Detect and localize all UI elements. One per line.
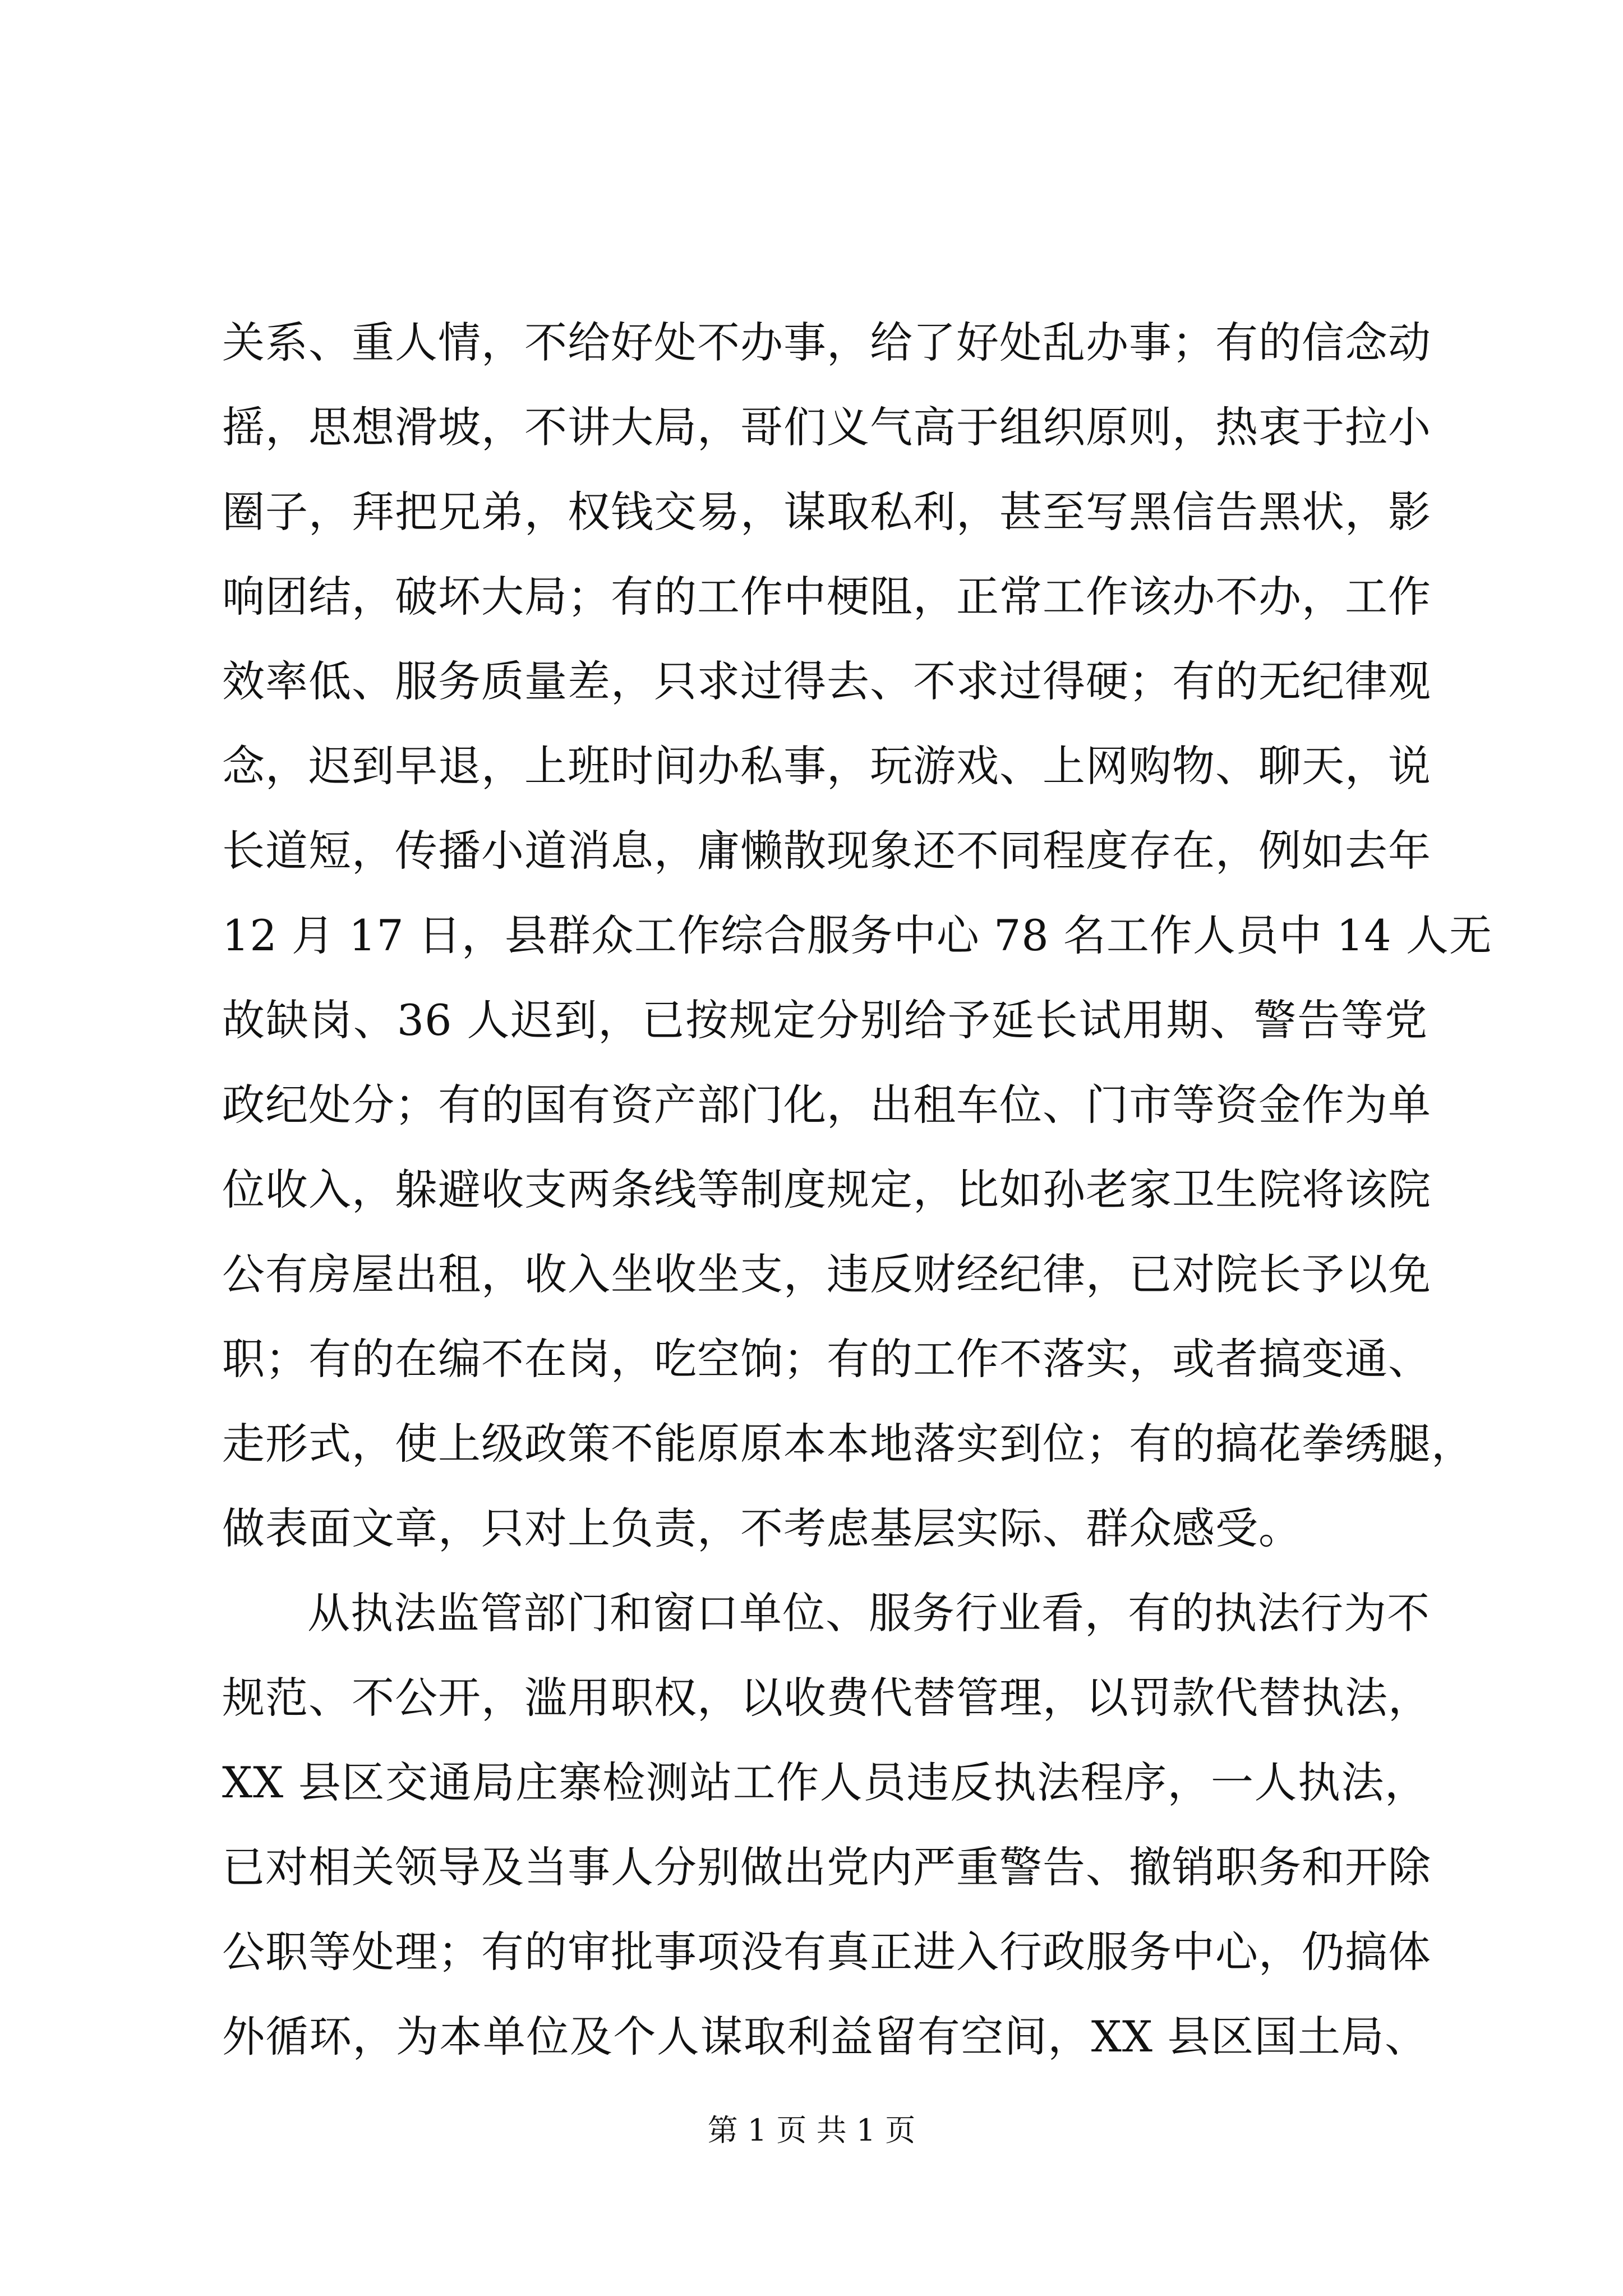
text-line-20: 公职等处理；有的审批事项没有真正进入行政服务中心，仍搞体 [222, 1927, 1431, 1977]
page-footer: 第 1 页 共 1 页 [707, 2113, 916, 2148]
text-line-10: 政纪处分；有的国有资产部门化，出租车位、门市等资金作为单 [222, 1080, 1431, 1130]
text-line-21: 外循环，为本单位及个人谋取利益留有空间，XX 县区国土局、 [222, 2012, 1428, 2062]
text-line-3: 圈子，拜把兄弟，权钱交易，谋取私利，甚至写黑信告黑状，影 [222, 487, 1431, 537]
text-line-7: 长道短，传播小道消息，庸懒散现象还不同程度存在，例如去年 [222, 826, 1431, 876]
text-line-16: 从执法监管部门和窗口单位、服务行业看，有的执法行为不 [307, 1588, 1430, 1638]
text-line-11: 位收入，躲避收支两条线等制度规定，比如孙老家卫生院将该院 [222, 1165, 1431, 1214]
text-line-18: XX 县区交通局庄寨检测站工作人员违反执法程序，一人执法， [222, 1757, 1428, 1807]
text-line-13: 职；有的在编不在岗，吃空饷；有的工作不落实，或者搞变通、 [222, 1334, 1431, 1384]
text-line-6: 念，迟到早退，上班时间办私事，玩游戏、上网购物、聊天，说 [222, 741, 1431, 791]
text-line-4: 响团结，破坏大局；有的工作中梗阻，正常工作该办不办，工作 [222, 572, 1431, 622]
text-line-17: 规范、不公开，滥用职权，以收费代替管理，以罚款代替执法， [222, 1673, 1431, 1723]
text-line-9: 故缺岗、36 人迟到，已按规定分别给予延长试用期、警告等党 [222, 995, 1428, 1045]
text-line-2: 摇，思想滑坡，不讲大局，哥们义气高于组织原则，热衷于拉小 [222, 402, 1431, 452]
text-line-15: 做表面文章，只对上负责，不考虑基层实际、群众感受。 [222, 1503, 1302, 1553]
text-line-5: 效率低、服务质量差，只求过得去、不求过得硬；有的无纪律观 [222, 656, 1431, 706]
text-line-8: 12 月 17 日，县群众工作综合服务中心 78 名工作人员中 14 人无 [222, 910, 1492, 960]
text-line-1: 关系、重人情，不给好处不办事，给了好处乱办事；有的信念动 [222, 318, 1431, 367]
text-line-12: 公有房屋出租，收入坐收坐支，违反财经纪律，已对院长予以免 [222, 1249, 1431, 1299]
text-line-14: 走形式，使上级政策不能原原本本地落实到位；有的搞花拳绣腿， [222, 1419, 1474, 1469]
document-body [222, 300, 1492, 2079]
text-line-19: 已对相关领导及当事人分别做出党内严重警告、撤销职务和开除 [222, 1842, 1431, 1892]
